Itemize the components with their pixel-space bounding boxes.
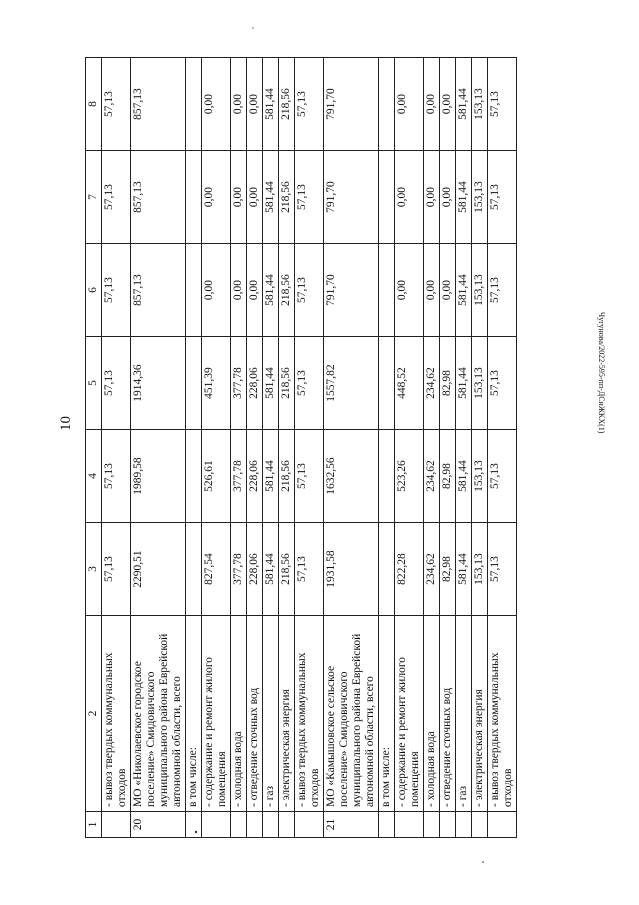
row-label: - вывоз твердых коммунальных отходов (102, 616, 131, 812)
row-label: - электрическая энергия (279, 616, 295, 812)
value-cell: 153,13 (472, 244, 488, 337)
value-cell: 57,13 (488, 244, 517, 337)
row-label: - газ (263, 616, 279, 812)
value-cell: 857,13 (131, 151, 186, 244)
row-label: - холодная вода (231, 616, 247, 812)
value-cell: 0,00 (424, 151, 440, 244)
value-cell: 57,13 (488, 151, 517, 244)
value-cell: 57,13 (295, 151, 324, 244)
value-cell: 0,00 (247, 151, 263, 244)
value-cell: 228,06 (247, 523, 263, 616)
value-cell: 57,13 (102, 337, 131, 430)
value-cell: 857,13 (131, 58, 186, 151)
value-cell: 827,54 (202, 523, 231, 616)
value-cell: 0,00 (424, 58, 440, 151)
value-cell: 0,00 (231, 244, 247, 337)
row-number: 20 (131, 812, 186, 838)
value-cell: 82,98 (440, 523, 456, 616)
value-cell: 57,13 (295, 244, 324, 337)
value-cell: 581,44 (263, 523, 279, 616)
value-cell: 581,44 (456, 523, 472, 616)
row-label: в том числе: (379, 616, 395, 812)
speck (482, 861, 484, 863)
row-label: в том числе: (186, 616, 202, 812)
header-cell: 6 (86, 244, 102, 337)
value-cell: 451,39 (202, 337, 231, 430)
value-cell: 57,13 (295, 523, 324, 616)
value-cell: 0,00 (395, 244, 424, 337)
value-cell: 0,00 (395, 58, 424, 151)
value-cell: 153,13 (472, 523, 488, 616)
value-cell: 153,13 (472, 58, 488, 151)
value-cell: 0,00 (202, 244, 231, 337)
page-number: 10 (58, 416, 74, 431)
value-cell: 0,00 (231, 151, 247, 244)
row-label: - содержание и ремонт жилого помещения (202, 616, 231, 812)
value-cell: 234,62 (424, 337, 440, 430)
speck (252, 27, 254, 29)
value-cell: 0,00 (424, 244, 440, 337)
value-cell: 153,13 (472, 337, 488, 430)
value-cell: 0,00 (440, 151, 456, 244)
header-cell: 4 (86, 430, 102, 523)
value-cell: 791,70 (324, 58, 379, 151)
row-label: МО «Камышовское сельское поселение» Смидовичского муниципального района Еврейской автономной области, всего (324, 616, 379, 812)
value-cell: 218,56 (279, 523, 295, 616)
value-cell: 581,44 (263, 244, 279, 337)
row-label: - электрическая энергия (472, 616, 488, 812)
value-cell: 153,13 (472, 430, 488, 523)
speck (195, 831, 197, 833)
value-cell: 581,44 (263, 151, 279, 244)
value-cell: 218,56 (279, 151, 295, 244)
value-cell: 2290,51 (131, 523, 186, 616)
header-cell: 8 (86, 58, 102, 151)
value-cell: 448,52 (395, 337, 424, 430)
row-label: МО «Николаевское городское поселение» Смидовичского муниципального района Еврейской автономной области, всего (131, 616, 186, 812)
header-cell: 7 (86, 151, 102, 244)
row-label: - вывоз твердых коммунальных отходов (488, 616, 517, 812)
value-cell: 82,98 (440, 337, 456, 430)
value-cell: 218,56 (279, 430, 295, 523)
value-cell: 0,00 (231, 58, 247, 151)
value-cell: 228,06 (247, 430, 263, 523)
value-cell: 57,13 (295, 58, 324, 151)
value-cell: 57,13 (102, 430, 131, 523)
row-label: - отведение сточных вод (440, 616, 456, 812)
value-cell: 57,13 (295, 337, 324, 430)
value-cell: 57,13 (488, 58, 517, 151)
value-cell: 377,78 (231, 523, 247, 616)
header-cell: 5 (86, 337, 102, 430)
value-cell: 377,78 (231, 430, 247, 523)
row-label: - отведение сточных вод (247, 616, 263, 812)
value-cell: 581,44 (263, 337, 279, 430)
value-cell: 57,13 (102, 58, 131, 151)
value-cell: 377,78 (231, 337, 247, 430)
row-label: - газ (456, 616, 472, 812)
header-cell: 2 (86, 616, 102, 812)
value-cell: 57,13 (488, 523, 517, 616)
value-cell: 1931,58 (324, 523, 379, 616)
value-cell: 57,13 (488, 337, 517, 430)
value-cell: 581,44 (263, 58, 279, 151)
value-cell: 581,44 (263, 430, 279, 523)
value-cell: 581,44 (456, 58, 472, 151)
value-cell: 581,44 (456, 244, 472, 337)
value-cell: 218,56 (279, 337, 295, 430)
value-cell: 581,44 (456, 430, 472, 523)
value-cell: 581,44 (456, 151, 472, 244)
value-cell: 791,70 (324, 151, 379, 244)
row-number: 21 (324, 812, 379, 838)
row-label: - холодная вода (424, 616, 440, 812)
header-cell: 3 (86, 523, 102, 616)
value-cell: 0,00 (202, 151, 231, 244)
value-cell: 234,62 (424, 430, 440, 523)
row-label: - содержание и ремонт жилого помещения (395, 616, 424, 812)
value-cell: 0,00 (440, 58, 456, 151)
value-cell: 0,00 (440, 244, 456, 337)
value-cell: 57,13 (102, 523, 131, 616)
value-cell: 0,00 (202, 58, 231, 151)
value-cell: 153,13 (472, 151, 488, 244)
value-cell: 57,13 (102, 244, 131, 337)
value-cell: 218,56 (279, 244, 295, 337)
value-cell: 82,98 (440, 430, 456, 523)
value-cell: 0,00 (247, 244, 263, 337)
value-cell: 218,56 (279, 58, 295, 151)
value-cell: 822,28 (395, 523, 424, 616)
value-cell: 526,61 (202, 430, 231, 523)
row-label: - вывоз твердых коммунальных отходов (295, 616, 324, 812)
value-cell: 1914,36 (131, 337, 186, 430)
header-cell: 1 (86, 812, 102, 838)
document-code: Чугунова/2022-595-пп-ДСиЖКХ(1) (597, 312, 606, 434)
value-cell: 57,13 (295, 430, 324, 523)
value-cell: 0,00 (395, 151, 424, 244)
value-cell: 234,62 (424, 523, 440, 616)
value-cell: 1557,82 (324, 337, 379, 430)
value-cell: 57,13 (102, 151, 131, 244)
value-cell: 1989,58 (131, 430, 186, 523)
value-cell: 228,06 (247, 337, 263, 430)
value-cell: 523,26 (395, 430, 424, 523)
value-cell: 857,13 (131, 244, 186, 337)
value-cell: 0,00 (247, 58, 263, 151)
value-cell: 581,44 (456, 337, 472, 430)
value-cell: 791,70 (324, 244, 379, 337)
value-cell: 57,13 (488, 430, 517, 523)
value-cell: 1632,56 (324, 430, 379, 523)
